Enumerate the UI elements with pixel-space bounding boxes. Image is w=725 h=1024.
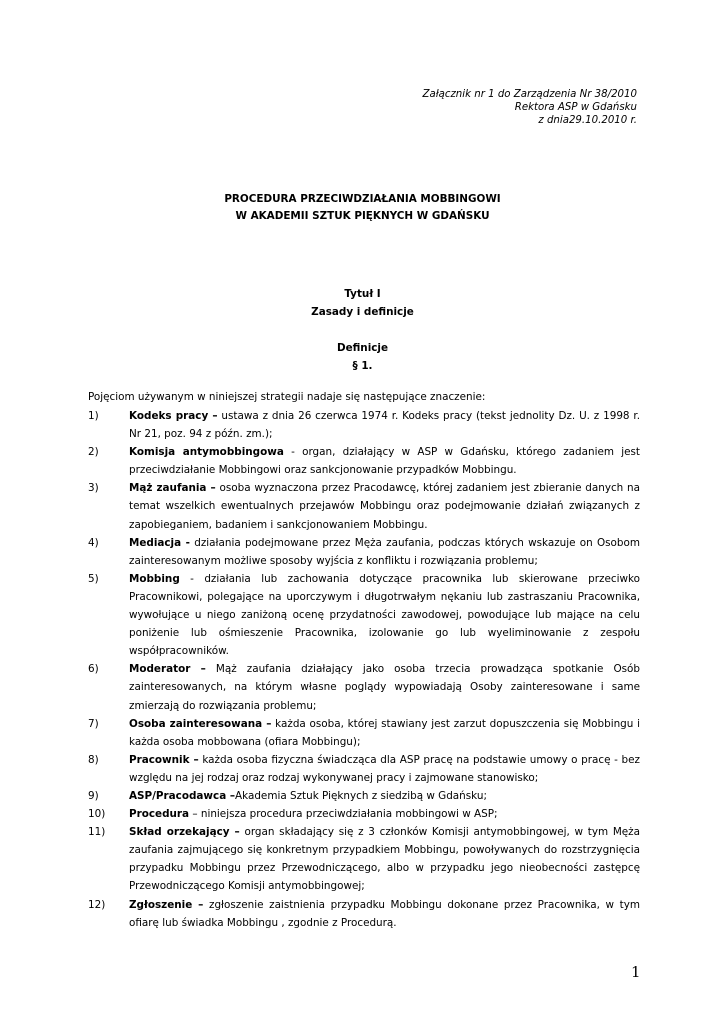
definition-text: osoba wyznaczona przez Pracodawcę, której zadaniem jest zbieranie danych na temat wszelkich ewentualnych przejawów Mobbingu oraz podejmowanie działań związanych z zapobieganiem, badaniem i sankcjonowaniem Mobbingu.	[129, 482, 640, 531]
document-title	[0, 191, 725, 225]
definition-text: każda osoba, której stawiany jest zarzut dopuszczenia się Mobbingu i każda osoba mobbowana (ofiara Mobbingu);	[129, 717, 640, 748]
definition-body	[129, 479, 640, 533]
definition-term: Kodeks pracy –	[129, 410, 218, 422]
definition-term: Mediacja -	[129, 536, 190, 549]
definition-body	[129, 715, 640, 751]
definition-item	[88, 823, 640, 895]
definition-body	[129, 805, 640, 823]
definition-item	[88, 443, 640, 479]
definition-term: Procedura	[129, 808, 190, 821]
section-tytul: Tytuł I	[344, 288, 381, 300]
definition-item	[88, 896, 640, 932]
definition-term: Osoba zainteresowana –	[129, 717, 272, 730]
definition-body	[129, 823, 640, 895]
definition-text: działania podejmowane przez Męża zaufania, podczas których wskazuje on Osobom zainteresowanym możliwe sposoby wyjścia z konfliktu i rozwiązania problemu;	[129, 536, 640, 567]
definition-number: 10)	[88, 808, 106, 821]
header-line-2: Rektora ASP w Gdańsku	[514, 102, 637, 113]
definition-body	[129, 407, 640, 443]
definition-number: 3)	[88, 482, 99, 495]
definition-number: 2)	[88, 446, 99, 459]
definition-number: 12)	[88, 898, 106, 911]
definition-item	[88, 407, 640, 443]
definitions-heading: Definicje	[336, 342, 389, 354]
definition-text: - działania lub zachowania dotyczące pracownika lub skierowane przeciwko Pracownikowi, polegające na uporczywym i długotrwałym nękaniu lub zastraszaniu Pracownika, wywołujące u niego zaniżoną ocenę przydatności zawodowej, powodujące lub mające na celu poniżenie lub ośmieszenie Pracownika, izolowanie go lub wyeliminowanie z zespołu współpracowników.	[129, 572, 640, 658]
definitions-list	[88, 407, 640, 932]
document-header	[422, 88, 637, 127]
definition-item	[88, 715, 640, 751]
section-heading	[0, 340, 725, 375]
definition-term: Komisja antymobbingowa	[129, 446, 284, 459]
definition-number: 1)	[88, 410, 99, 422]
definition-body	[129, 660, 640, 714]
definition-body	[129, 443, 640, 479]
definition-item	[88, 534, 640, 570]
definition-term: Mobbing	[129, 572, 180, 585]
definition-body	[129, 751, 640, 787]
definition-term: Zgłoszenie –	[129, 898, 204, 911]
definition-text: ustawa z dnia 26 czerwca 1974 r. Kodeks pracy (tekst jednolity Dz. U. z 1998 r. Nr 21, poz. 94 z późn. zm.);	[129, 410, 640, 441]
definition-body	[129, 570, 640, 660]
definition-text: organ składający się z 3 członków Komisji antymobbingowej, w tym Męża zaufania zajmującego się konkretnym przypadkiem Mobbingu, powoływanych do rozstrzygnięcia przypadku Mobbingu przez Przewodniczącego, albo w przypadku jego nieobecności zastępcę Przewodniczącego Komisji antymobbingowej;	[129, 826, 640, 893]
definition-item	[88, 479, 640, 533]
definition-text: Akademia Sztuk Pięknych z siedzibą w Gdańsku;	[235, 789, 487, 802]
header-line-3: z dnia29.10.2010 r.	[538, 115, 637, 126]
definition-text: zgłoszenie zaistnienia przypadku Mobbingu dokonane przez Pracownika, w tym ofiarę lub świadka Mobbingu , zgodnie z Procedurą.	[129, 898, 640, 929]
definition-number: 5)	[88, 572, 99, 585]
definition-body	[129, 896, 640, 932]
definition-term: ASP/Pracodawca –	[129, 789, 236, 802]
definition-number: 9)	[88, 789, 99, 802]
definition-item	[88, 570, 640, 660]
definition-text: – niniejsza procedura przeciwdziałania mobbingowi w ASP;	[189, 808, 498, 821]
definition-number: 7)	[88, 717, 99, 730]
page-number: 1	[631, 963, 641, 981]
definition-item	[88, 751, 640, 787]
definition-term: Skład orzekający –	[129, 826, 240, 839]
definition-item	[88, 787, 640, 805]
header-line-1: Załącznik nr 1 do Zarządzenia Nr 38/2010	[422, 89, 637, 100]
definition-text: każda osoba fizyczna świadcząca dla ASP pracę na podstawie umowy o pracę - bez względu na jej rodzaj oraz rodzaj wykonywanej pracy i zajmowane stanowisko;	[129, 753, 640, 784]
paragraph-number: § 1.	[352, 359, 373, 372]
definition-number: 6)	[88, 663, 99, 676]
definition-term: Moderator –	[129, 663, 206, 676]
section-title	[0, 286, 725, 321]
title-line-1: PROCEDURA PRZECIWDZIAŁANIA MOBBINGOWI	[224, 193, 501, 205]
intro-text: Pojęciom używanym w niniejszej strategii nadaje się następujące znaczenie:	[88, 391, 486, 403]
definition-item	[88, 660, 640, 714]
title-line-2: W AKADEMII SZTUK PIĘKNYCH W GDAŃSKU	[235, 210, 490, 222]
section-subtitle: Zasady i definicje	[311, 305, 414, 318]
definition-term: Mąż zaufania –	[129, 482, 216, 495]
definition-body	[129, 787, 640, 805]
definition-body	[129, 534, 640, 570]
definition-number: 4)	[88, 536, 99, 549]
definition-text: Mąż zaufania działający jako osoba trzecia prowadząca spotkanie Osób zainteresowanych, na którym własne poglądy wypowiadają Osoby zainteresowane i same zmierzają do rozwiązania problemu;	[129, 663, 640, 712]
definition-number: 8)	[88, 753, 99, 766]
definition-text: - organ, działający w ASP w Gdańsku, którego zadaniem jest przeciwdziałanie Mobbingowi oraz sankcjonowanie przypadków Mobbingu.	[129, 446, 640, 477]
definition-item	[88, 805, 640, 823]
definition-number: 11)	[88, 826, 106, 839]
definition-term: Pracownik –	[129, 753, 199, 766]
